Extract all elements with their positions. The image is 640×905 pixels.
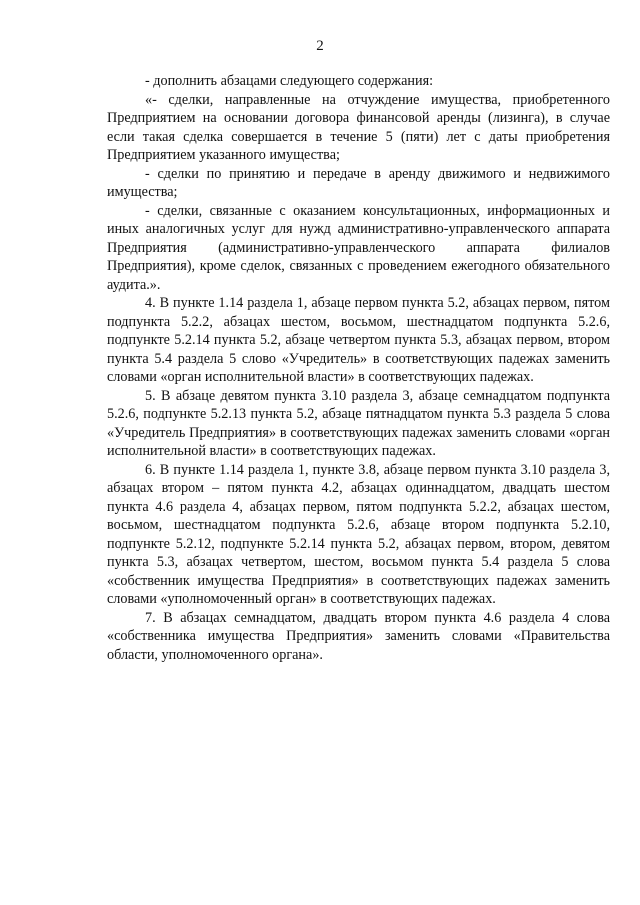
paragraph-item-7: 7. В абзацах семнадцатом, двадцать втором пункта 4.6 раздела 4 слова «собственника имущества Предприятия» заменить словами «Правительства области, уполномоченного органа».	[107, 609, 610, 663]
paragraph-item-6: 6. В пункте 1.14 раздела 1, пункте 3.8, абзаце первом пункта 3.10 раздела 3, абзацах втором – пятом пункта 4.2, абзацах одиннадцатом, двадцать шестом пункта 4.6 раздела 4, абзацах первом, пятом подпункта 5.2.2, абзацах шестом, восьмом, шестнадцатом подпункта 5.2.6, абзаце втором подпункта 5.2.10, подпункте 5.2.12, подпункте 5.2.14 пункта 5.2, абзацах первом, втором, девятом пункта 5.3, абзацах четвертом, шестом, восьмом пункта 5.4 раздела 5 слова «собственник имущества Предприятия» в соответствующих падежах заменить словами «уполномоченный орган» в соответствующих падежах.	[107, 461, 610, 607]
paragraph-leasing-deals: «- сделки, направленные на отчуждение имущества, приобретенного Предприятием на основании договора финансовой аренды (лизинга), в случае если такая сделка совершается в течение 5 (пяти) лет с даты приобретения Предприятием указанного имущества;	[107, 91, 610, 163]
document-body	[107, 72, 610, 664]
paragraph-intro: - дополнить абзацами следующего содержания:	[145, 73, 434, 89]
paragraph-item-5: 5. В абзаце девятом пункта 3.10 раздела 3, абзаце семнадцатом подпункта 5.2.6, подпункте 5.2.13 пункта 5.2, абзаце пятнадцатом пункта 5.3 раздела 5 слова «Учредитель Предприятия» в соответствующих падежах заменить словами «орган исполнительной власти» в соответствующих падежах.	[107, 387, 610, 459]
paragraph-rental-deals: - сделки по принятию и передаче в аренду движимого и недвижимого имущества;	[107, 165, 610, 200]
page-number: 2	[316, 38, 324, 54]
paragraph-item-4: 4. В пункте 1.14 раздела 1, абзаце первом пункта 5.2, абзацах первом, пятом подпункта 5.2.2, абзацах шестом, восьмом, шестнадцатом подпункта 5.2.6, подпункте 5.2.14 пункта 5.2, абзаце четвертом пункта 5.3, абзацах первом, втором пункта 5.4 раздела 5 слово «Учредитель» в соответствующих падежах заменить словами «орган исполнительной власти» в соответствующих падежах.	[107, 295, 610, 385]
paragraph-consulting-deals: - сделки, связанные с оказанием консультационных, информационных и иных аналогичных услуг для нужд административно-управленческого аппарата Предприятия (административно-управленческого аппарата филиалов Предприятия), кроме сделок, связанных с проведением ежегодного обязательного аудита.».	[107, 202, 610, 293]
